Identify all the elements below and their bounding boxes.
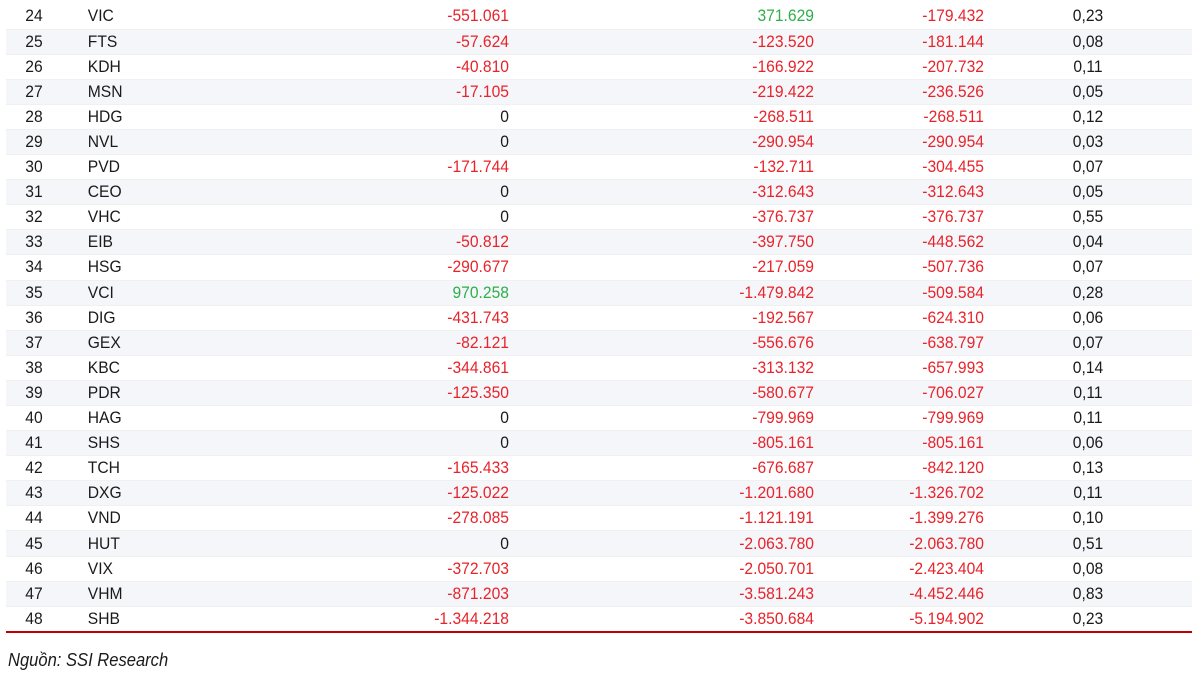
table-row [6, 556, 1192, 581]
value-c-cell: -179.432 [922, 6, 984, 26]
table-row [6, 406, 1192, 431]
ratio-cell: 0,11 [1073, 382, 1103, 402]
value-a-cell: -40.810 [455, 56, 509, 76]
table-row [6, 431, 1192, 456]
table-row [6, 456, 1192, 481]
value-c-cell: -5.194.902 [909, 608, 984, 628]
table-row [6, 380, 1192, 405]
value-b-cell: -2.063.780 [739, 533, 814, 553]
value-c-cell: -290.954 [922, 132, 984, 152]
ratio-cell: 0,14 [1072, 357, 1104, 377]
ticker-cell: HAG [87, 408, 122, 428]
ticker-cell: NVL [87, 132, 119, 152]
value-b-cell: -1.121.191 [739, 508, 814, 528]
ratio-cell: 0,11 [1073, 56, 1103, 76]
value-c-cell: -181.144 [922, 31, 984, 51]
value-a-cell: -165.433 [447, 458, 509, 478]
rank-cell: 40 [25, 408, 43, 428]
value-a-cell: -372.703 [447, 558, 509, 578]
ratio-cell: 0,28 [1072, 282, 1104, 302]
ticker-cell: GEX [87, 332, 121, 352]
ratio-cell: 0,13 [1072, 458, 1104, 478]
value-c-cell: -509.584 [922, 282, 984, 302]
ticker-cell: EIB [87, 232, 113, 252]
ratio-cell: 0,08 [1072, 31, 1104, 51]
ticker-cell: VIC [87, 6, 114, 26]
ticker-cell: VND [87, 508, 121, 528]
table-row [6, 506, 1192, 531]
value-c-cell: -805.161 [922, 433, 984, 453]
value-c-cell: -1.399.276 [909, 508, 984, 528]
value-a-cell: -171.744 [447, 157, 509, 177]
table-row [6, 79, 1192, 104]
ticker-cell: PVD [87, 157, 120, 177]
source-note: Nguồn: SSI Research [8, 650, 169, 670]
ratio-cell: 0,55 [1072, 207, 1104, 227]
ratio-cell: 0,03 [1072, 132, 1104, 152]
table-row [6, 104, 1192, 129]
value-a-cell: -344.861 [447, 357, 509, 377]
value-a-cell: -871.203 [447, 583, 509, 603]
value-b-cell: -3.581.243 [739, 583, 814, 603]
ratio-cell: 0,11 [1073, 408, 1103, 428]
value-a-cell: -278.085 [447, 508, 509, 528]
ratio-cell: 0,05 [1072, 81, 1104, 101]
value-c-cell: -207.732 [922, 56, 984, 76]
table-row [6, 481, 1192, 506]
value-b-cell: -166.922 [752, 56, 814, 76]
rank-cell: 29 [25, 132, 43, 152]
ticker-cell: HSG [87, 257, 122, 277]
value-a-cell: -82.121 [455, 332, 509, 352]
value-b-cell: -556.676 [752, 332, 814, 352]
ticker-cell: SHB [87, 608, 120, 628]
value-a-cell: -551.061 [447, 6, 509, 26]
foreign-flow-table-container [6, 4, 1192, 633]
value-a-cell: -125.350 [447, 382, 509, 402]
value-c-cell: -2.423.404 [909, 558, 984, 578]
rank-cell: 32 [25, 207, 43, 227]
value-b-cell: -397.750 [752, 232, 814, 252]
value-a-cell: -431.743 [447, 307, 509, 327]
value-c-cell: -2.063.780 [909, 533, 984, 553]
rank-cell: 42 [25, 458, 43, 478]
rank-cell: 41 [25, 433, 43, 453]
value-b-cell: -799.969 [752, 408, 814, 428]
value-a-cell: 970.258 [452, 282, 509, 302]
table-row [6, 29, 1192, 54]
value-a-cell: 0 [500, 408, 509, 428]
rank-cell: 30 [25, 157, 43, 177]
value-b-cell: 371.629 [757, 6, 814, 26]
ratio-cell: 0,07 [1072, 332, 1104, 352]
ticker-cell: TCH [87, 458, 120, 478]
ticker-cell: KBC [87, 357, 120, 377]
table-row [6, 255, 1192, 280]
value-b-cell: -3.850.684 [739, 608, 814, 628]
ratio-cell: 0,04 [1072, 232, 1104, 252]
rank-cell: 28 [25, 106, 43, 126]
value-a-cell: -57.624 [455, 31, 509, 51]
value-c-cell: -842.120 [922, 458, 984, 478]
rank-cell: 26 [25, 56, 43, 76]
table-row [6, 305, 1192, 330]
value-b-cell: -290.954 [752, 132, 814, 152]
rank-cell: 37 [25, 332, 43, 352]
rank-cell: 44 [25, 508, 43, 528]
rank-cell: 34 [25, 257, 43, 277]
rank-cell: 35 [25, 282, 43, 302]
value-c-cell: -4.452.446 [909, 583, 984, 603]
value-c-cell: -448.562 [922, 232, 984, 252]
ratio-cell: 0,07 [1072, 157, 1104, 177]
table-row [6, 581, 1192, 606]
value-c-cell: -312.643 [922, 182, 984, 202]
value-c-cell: -304.455 [922, 157, 984, 177]
value-b-cell: -219.422 [752, 81, 814, 101]
value-b-cell: -1.201.680 [739, 483, 814, 503]
table-row [6, 330, 1192, 355]
value-a-cell: -290.677 [447, 257, 509, 277]
value-c-cell: -507.736 [922, 257, 984, 277]
rank-cell: 38 [25, 357, 43, 377]
value-b-cell: -268.511 [753, 106, 814, 126]
table-row [6, 606, 1192, 632]
value-a-cell: 0 [500, 132, 509, 152]
ratio-cell: 0,06 [1072, 433, 1104, 453]
ticker-cell: DXG [87, 483, 122, 503]
ratio-cell: 0,23 [1072, 608, 1104, 628]
ratio-cell: 0,83 [1072, 583, 1104, 603]
value-c-cell: -638.797 [922, 332, 984, 352]
value-c-cell: -268.511 [923, 106, 984, 126]
ratio-cell: 0,05 [1072, 182, 1104, 202]
ticker-cell: VIX [87, 558, 113, 578]
value-b-cell: -123.520 [752, 31, 814, 51]
table-row [6, 205, 1192, 230]
value-b-cell: -217.059 [752, 257, 814, 277]
value-b-cell: -313.132 [752, 357, 814, 377]
value-a-cell: 0 [500, 106, 509, 126]
ticker-cell: HDG [87, 106, 123, 126]
value-b-cell: -2.050.701 [739, 558, 814, 578]
rank-cell: 36 [25, 307, 43, 327]
table-row [6, 180, 1192, 205]
ratio-cell: 0,23 [1072, 6, 1104, 26]
ticker-cell: VCI [87, 282, 114, 302]
rank-cell: 39 [25, 382, 43, 402]
ticker-cell: PDR [87, 382, 121, 402]
table-row [6, 531, 1192, 556]
table-row [6, 355, 1192, 380]
value-a-cell: 0 [500, 533, 509, 553]
value-c-cell: -1.326.702 [909, 483, 984, 503]
ticker-cell: CEO [87, 182, 122, 202]
ticker-cell: FTS [87, 31, 118, 51]
value-b-cell: -312.643 [752, 182, 814, 202]
rank-cell: 31 [25, 182, 43, 202]
value-a-cell: 0 [500, 207, 509, 227]
ratio-cell: 0,10 [1072, 508, 1104, 528]
table-row [6, 155, 1192, 180]
value-b-cell: -192.567 [752, 307, 814, 327]
value-c-cell: -236.526 [922, 81, 984, 101]
value-a-cell: 0 [500, 182, 509, 202]
ticker-cell: SHS [87, 433, 120, 453]
value-c-cell: -624.310 [922, 307, 984, 327]
value-a-cell: -17.105 [455, 81, 509, 101]
value-b-cell: -676.687 [752, 458, 814, 478]
table-row [6, 54, 1192, 79]
ticker-cell: MSN [87, 81, 123, 101]
value-c-cell: -799.969 [922, 408, 984, 428]
rank-cell: 24 [25, 6, 43, 26]
ticker-cell: DIG [87, 307, 116, 327]
value-a-cell: -125.022 [447, 483, 509, 503]
value-c-cell: -706.027 [922, 382, 984, 402]
value-a-cell: 0 [500, 433, 509, 453]
ticker-cell: HUT [87, 533, 120, 553]
value-a-cell: -1.344.218 [434, 608, 509, 628]
table-row [6, 280, 1192, 305]
ratio-cell: 0,12 [1072, 106, 1104, 126]
table-row [6, 230, 1192, 255]
value-c-cell: -376.737 [922, 207, 984, 227]
value-c-cell: -657.993 [922, 357, 984, 377]
table-row [6, 4, 1192, 29]
value-b-cell: -132.711 [753, 157, 814, 177]
rank-cell: 33 [25, 232, 43, 252]
rank-cell: 46 [25, 558, 43, 578]
ratio-cell: 0,51 [1072, 533, 1104, 553]
value-b-cell: -1.479.842 [739, 282, 814, 302]
rank-cell: 43 [25, 483, 43, 503]
ticker-cell: KDH [87, 56, 121, 76]
rank-cell: 48 [25, 608, 43, 628]
ratio-cell: 0,08 [1072, 558, 1104, 578]
table-row [6, 129, 1192, 154]
ratio-cell: 0,11 [1073, 483, 1103, 503]
rank-cell: 45 [25, 533, 43, 553]
table-body [6, 4, 1192, 632]
ratio-cell: 0,07 [1072, 257, 1104, 277]
value-b-cell: -376.737 [752, 207, 814, 227]
value-b-cell: -580.677 [752, 382, 814, 402]
rank-cell: 47 [25, 583, 43, 603]
value-a-cell: -50.812 [455, 232, 509, 252]
value-b-cell: -805.161 [752, 433, 814, 453]
foreign-flow-table [6, 4, 1192, 633]
ratio-cell: 0,06 [1072, 307, 1104, 327]
rank-cell: 25 [25, 31, 43, 51]
ticker-cell: VHM [87, 583, 123, 603]
ticker-cell: VHC [87, 207, 121, 227]
rank-cell: 27 [25, 81, 43, 101]
